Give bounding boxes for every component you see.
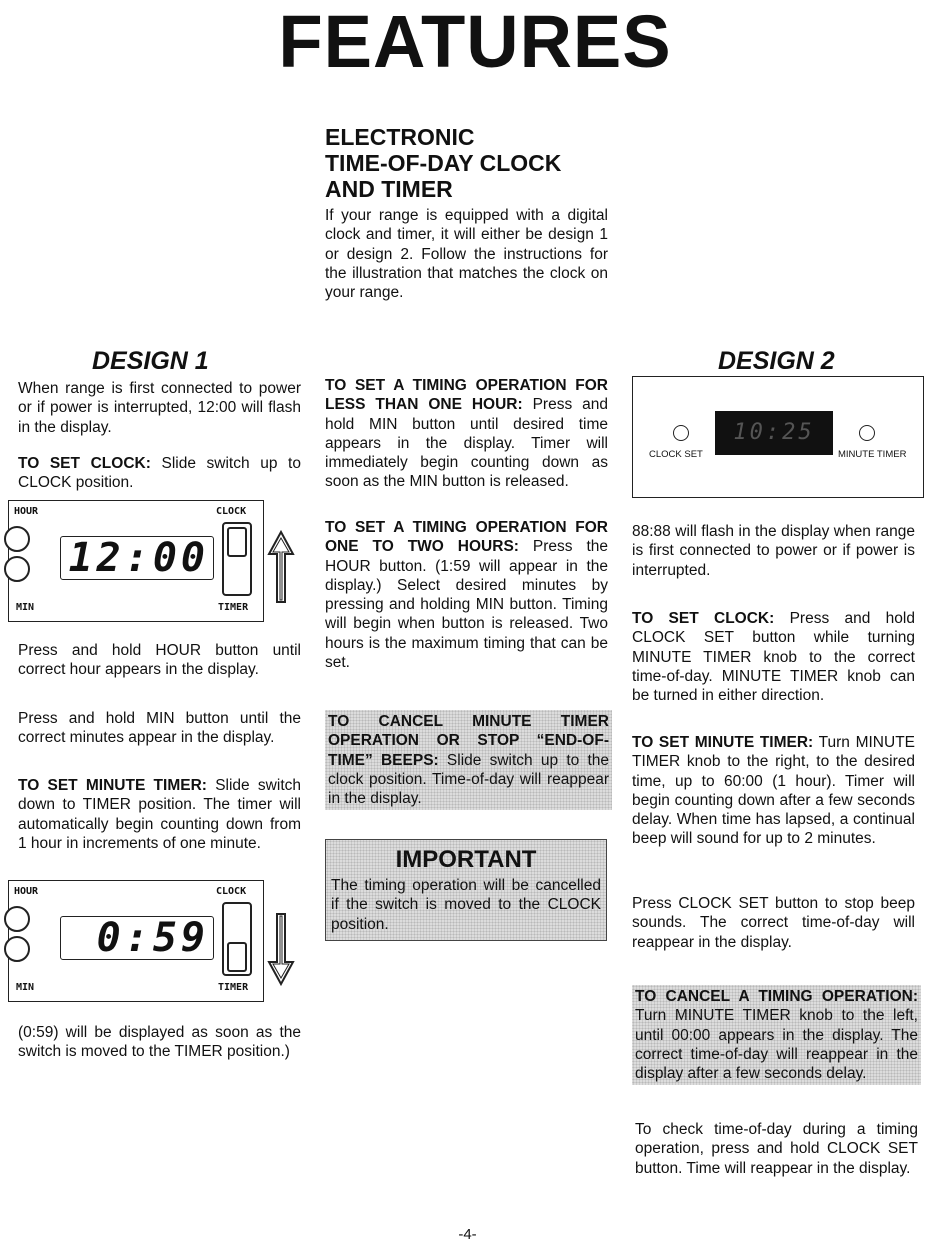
minute-timer-knob[interactable] [859,425,875,441]
middle-less-than-hour-paragraph [325,376,608,492]
design1-set-clock-heading: TO SET CLOCK: [18,455,151,472]
min-label: MIN [16,982,35,993]
design2-cancel-heading: TO CANCEL A TIMING OPERATION: [635,988,918,1005]
design2-cancel-callout [632,985,921,1085]
hour-label: HOUR [14,506,39,517]
clock-label: CLOCK [216,886,247,897]
design2-set-timer-heading: TO SET MINUTE TIMER: [632,734,814,751]
section-title-line-2: TIME-OF-DAY CLOCK [325,150,562,176]
design1-heading: DESIGN 1 [92,347,209,375]
digit-window [60,536,214,580]
display-digits: 12:00 [68,535,209,581]
cancel-timer-callout [325,710,612,810]
design1-timer-display [8,880,303,1005]
switch-knob [227,527,247,557]
design2-set-timer-paragraph [632,733,915,849]
hour-button[interactable] [4,526,30,552]
clock-timer-switch[interactable] [222,902,252,976]
design2-lcd [715,411,833,455]
design1-set-timer-paragraph [18,776,301,853]
design2-stop-beep-paragraph: Press CLOCK SET button to stop beep sounds. The correct time-of-day will reappear in the display. [632,895,915,951]
design2-set-timer-text: Turn MINUTE TIMER knob to the right, to the desired time, up to 60:00 (1 hour). Timer will begin counting down after a few seconds delay. When time has lapsed, a continual beep will sound for up to 2 minutes. [632,734,915,848]
section-header [325,124,625,302]
design1-hour-paragraph: Press and hold HOUR button until correct hour appears in the display. [18,642,301,679]
design1-timer-note: (0:59) will be displayed as soon as the switch is moved to the TIMER position.) [18,1024,301,1061]
clock-set-button[interactable] [673,425,689,441]
less-than-hour-heading: TO SET A TIMING OPERATION FOR LESS THAN ONE HOUR: [325,377,608,414]
design1-power-paragraph: When range is first connected to power or if power is interrupted, 12:00 will flash in the display. [18,380,301,436]
important-text: The timing operation will be cancelled if the switch is moved to the CLOCK position. [331,877,601,933]
design2-set-clock-paragraph [632,609,915,705]
design1-set-clock-text: Slide switch up to CLOCK position. [18,455,301,492]
digit-window [60,916,214,960]
design2-set-clock-heading: TO SET CLOCK: [632,610,775,627]
cancel-timer-heading: TO CANCEL MINUTE TIMER OPERATION OR STOP “END-OF-TIME” BEEPS: [328,713,609,769]
min-label: MIN [16,602,35,613]
design2-heading: DESIGN 2 [718,347,835,375]
less-than-hour-text: Press and hold MIN button until desired time appears in the display. Timer will immediately begin counting down as soon as the MIN button is released. [325,396,608,491]
down-arrow-icon [266,908,296,988]
design2-cancel-text: Turn MINUTE TIMER knob to the left, until 00:00 appears in the display. The correct time-of-day will reappear in the display after a few seconds delay. [635,1007,918,1083]
page-title: FEATURES [278,0,672,83]
middle-one-to-two-hours-paragraph [325,518,608,672]
clock-set-label: CLOCK SET [649,449,703,460]
clock-timer-switch[interactable] [222,522,252,596]
design2-clock-panel [632,376,924,498]
min-button[interactable] [4,556,30,582]
clock-label: CLOCK [216,506,247,517]
section-title-line-1: ELECTRONIC [325,124,475,150]
min-button[interactable] [4,936,30,962]
section-title-line-3: AND TIMER [325,176,453,202]
timer-label: TIMER [218,602,249,613]
design2-digits: 10:25 [733,420,815,445]
design1-min-paragraph: Press and hold MIN button until the correct minutes appear in the display. [18,710,301,747]
design2-power-paragraph: 88:88 will flash in the display when range is first connected to power or if power is interrupted. [632,523,915,579]
important-box [325,839,607,941]
minute-timer-label: MINUTE TIMER [838,449,907,460]
hour-button[interactable] [4,906,30,932]
design1-set-timer-text: Slide switch down to TIMER position. The timer will automatically begin counting down from 1 hour in increments of one minute. [18,777,301,852]
up-arrow-icon [266,528,296,608]
one-to-two-hours-text: Press the HOUR button. (1:59 will appear in the display.) Select desired minutes by pressing and holding MIN button. Timing will begin when button is released. Two hours is the maximum timing that can be set. [325,538,609,672]
switch-knob [227,942,247,972]
design1-set-clock-paragraph [18,454,301,493]
timer-label: TIMER [218,982,249,993]
design1-clock-display [8,500,303,625]
design1-set-timer-heading: TO SET MINUTE TIMER: [18,777,207,794]
one-to-two-hours-heading: TO SET A TIMING OPERATION FOR ONE TO TWO HOURS: [325,519,608,556]
cancel-timer-text: Slide switch up to the clock position. Time-of-day will reappear in the display. [328,751,609,808]
section-intro: If your range is equipped with a digital clock and timer, it will either be design 1 or design 2. Follow the instructions for the illustration that matches the clock on your range. [325,207,608,302]
important-title: IMPORTANT [395,846,537,873]
page-number: -4- [458,1226,477,1243]
display-digits: 0:59 [96,915,209,961]
design2-check-time-paragraph: To check time-of-day during a timing operation, press and hold CLOCK SET button. Time will reappear in the display. [635,1121,918,1177]
hour-label: HOUR [14,886,39,897]
design2-set-clock-text: Press and hold CLOCK SET button while turning MINUTE TIMER knob to the correct time-of-day. MINUTE TIMER knob can be turned in either direction. [632,610,915,705]
